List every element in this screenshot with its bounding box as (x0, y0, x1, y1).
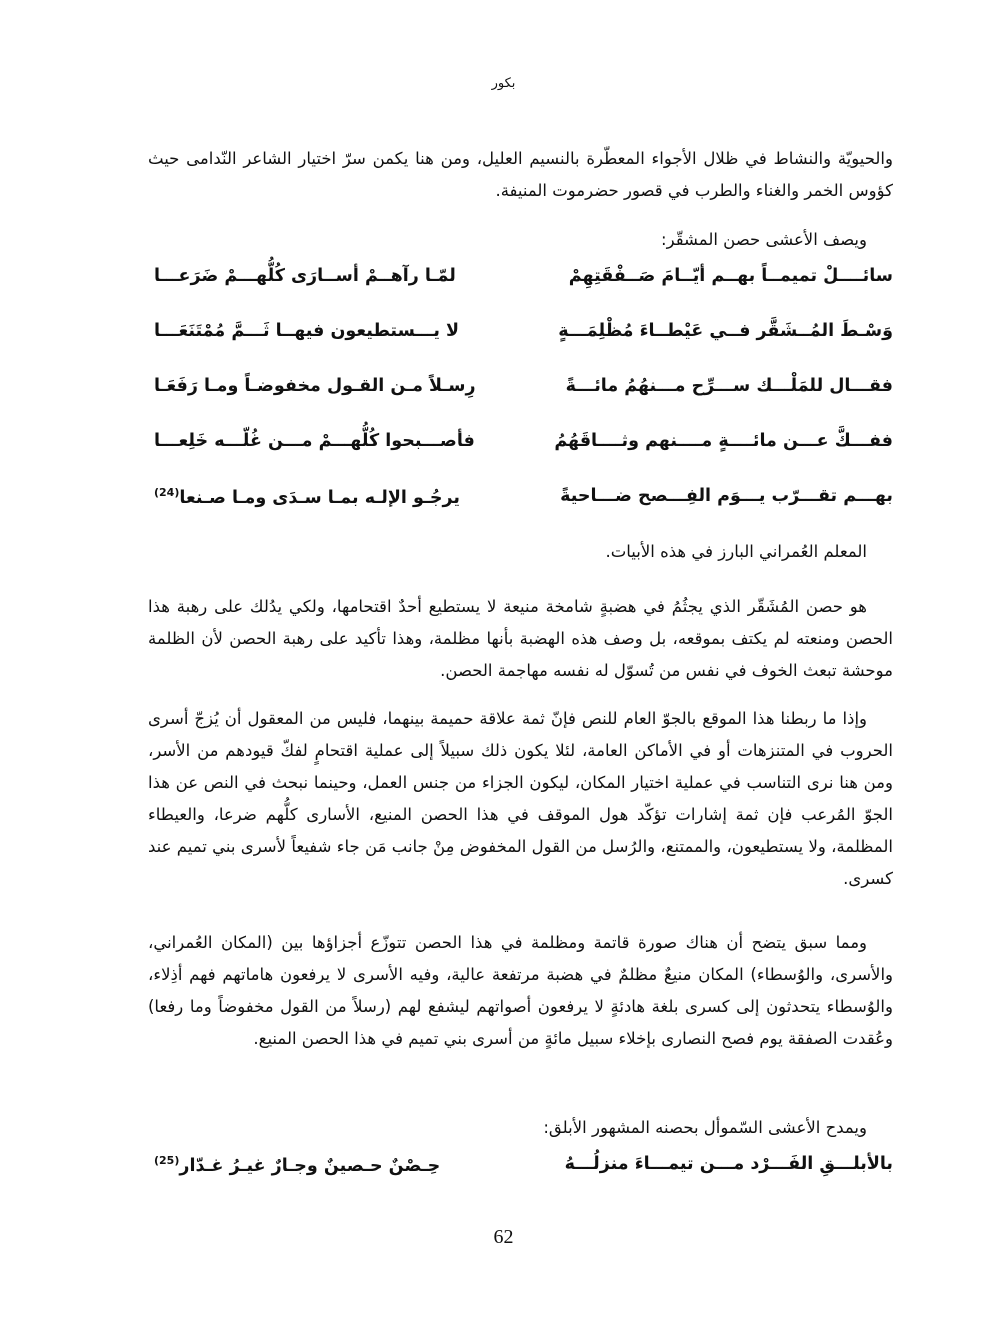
second-hemistich (154, 1154, 440, 1176)
paragraph-3 (148, 536, 893, 568)
verse-line (148, 423, 893, 463)
verse-line (148, 368, 893, 408)
verse-line (148, 313, 893, 353)
paragraph-3-text: المعلم العُمراني البارز في هذه الأبيات. (605, 542, 867, 561)
verse-line (148, 1146, 893, 1186)
paragraph-4 (148, 591, 893, 687)
second-hemistich: لمّـا رآهــمْ أســارَى كُلُّهـــمْ ضَرَعـــا (154, 266, 456, 286)
page-number: 62 (493, 1226, 514, 1248)
paragraph-5-text: وإذا ما ربطنا هذا الموقع بالجوّ العام للنص فإنّ ثمة علاقة حميمة بينهما، فليس من المعقول أن يُزجّ أسرى الحروب في المتنزهات أو في الأماكن العامة، لئلا يكون ذلك سبيلاً إلى عملية اقتحامٍ لفكّ قيودهم من الأسر، ومن هنا نرى التناسب في عملية اختيار المكان، ليكون الجزاء من جنس العمل، وحينما نبحث في النص عن هذا الجوّ المُرعب فإن ثمة إشارات تؤكّد هول الموقف في هذا الحصن المنيع، الأسارى كلُّهم ضرعا، والعيطاء المظلمة، ولا يستطيعون، والممتنع، والرُسل من القول المخفوض مِنْ جانب مَن جاء شفيعاً لأسرى بني تميم عند كسرى. (148, 709, 893, 888)
second-hemistich (154, 486, 460, 508)
first-hemistich: سائــــلْ تميمــاً بهــم أيّــامَ صَــفْقَتِهِمْ (568, 266, 893, 286)
first-hemistich: بهـــم تقـــرّب يـــوَم الفِـــصح ضـــاحيةً (560, 486, 893, 506)
paragraph-4-text: هو حصن المُشَقّر الذي يجثُمُ في هضبةٍ شامخة منيعة لا يستطيع أحدٌ اقتحامها، ولكي يدُلك على رهبة هذا الحصن ومنعته لم يكتف بموقعه، بل وصف هذه الهضبة بأنها مظلمة، وهذا تأكيد على رهبة الحصن لأن الظلمة موحشة تبعث الخوف في نفس من تُسوّل له نفسه مهاجمة الحصن. (148, 597, 893, 680)
second-hemistich: لا يـــستطيعون فيهــا ثَـــمَّ مُمْتَنَعَـــا (154, 321, 460, 341)
footnote-marker: (24) (154, 486, 180, 499)
paragraph-6 (148, 927, 893, 1055)
footnote-marker: (25) (154, 1154, 180, 1167)
verse-line (148, 258, 893, 298)
first-hemistich: فقـــال للمَلْـــك ســـرِّح مـــنهُمُ مائـــةً (565, 376, 893, 396)
paragraph-2-text: ويصف الأعشى حصن المشقّر: (661, 230, 867, 249)
verse-text: يرجُـو الإلـه بمـا سـدَى ومـا صـنعا (179, 487, 460, 508)
paragraph-5 (148, 703, 893, 895)
verse-line (148, 478, 893, 518)
first-hemistich: وَسْـطَ المُــشَقَّر فــي عَيْطــاءَ مُظْلِمَـــةٍ (558, 321, 893, 341)
second-hemistich: رِسـلاً مـن القـول مخفوضـاً ومـا رَفَعَـا (154, 376, 476, 396)
paragraph-6-text: ومما سبق يتضح أن هناك صورة قاتمة ومظلمة في هذا الحصن تتوزّع أجزاؤها بين (المكان العُمراني، والأسرى، والوُسطاء) المكان منيعٌ مظلمٌ في هضبة مرتفعة عالية، وفيه الأسرى لا يرفعون هاماتهم فهم أذِلاء، والوُسطاء يتحدثون إلى كسرى بلغة هادئةٍ لا يرفعون أصواتهم ليشفع لهم (رسلاً من القول مخفوضاً وما رفعا) وعُقدت الصفقة يوم فصح النصارى بإخلاء سبيل مائةٍ من أسرى بني تميم في هذا الحصن المنيع. (148, 933, 893, 1048)
paragraph-1-text: والحيويّة والنشاط في ظلال الأجواء المعطّرة بالنسيم العليل، ومن هنا يكمن سرّ اختيار الشاعر النّدامى حيث كؤوس الخمر والغناء والطرب في قصور حضرموت المنيفة. (148, 149, 893, 200)
paragraph-7-text: ويمدح الأعشى السّموأل بحصنه المشهور الأبلق: (543, 1118, 867, 1137)
second-hemistich: فأصـــبحوا كُلُّهـــمْ مـــن غُلّـــه خَلِعـــا (154, 431, 475, 451)
verse-text: حِـصْنٌ حـصينٌ وجـارٌ غيـرُ غـدّار (179, 1155, 441, 1176)
paragraph-2 (148, 224, 893, 256)
first-hemistich: بالأبلـــقِ الفَـــرْد مـــن تيمـــاءَ منزلُـــهُ (564, 1154, 893, 1174)
first-hemistich: ففـــكَّ عـــن مائــــةٍ مــــنهم وثــــاقَهُمُ (554, 431, 893, 451)
paragraph-7 (148, 1112, 893, 1144)
running-header: بكور (491, 76, 516, 91)
paragraph-1 (148, 143, 893, 207)
